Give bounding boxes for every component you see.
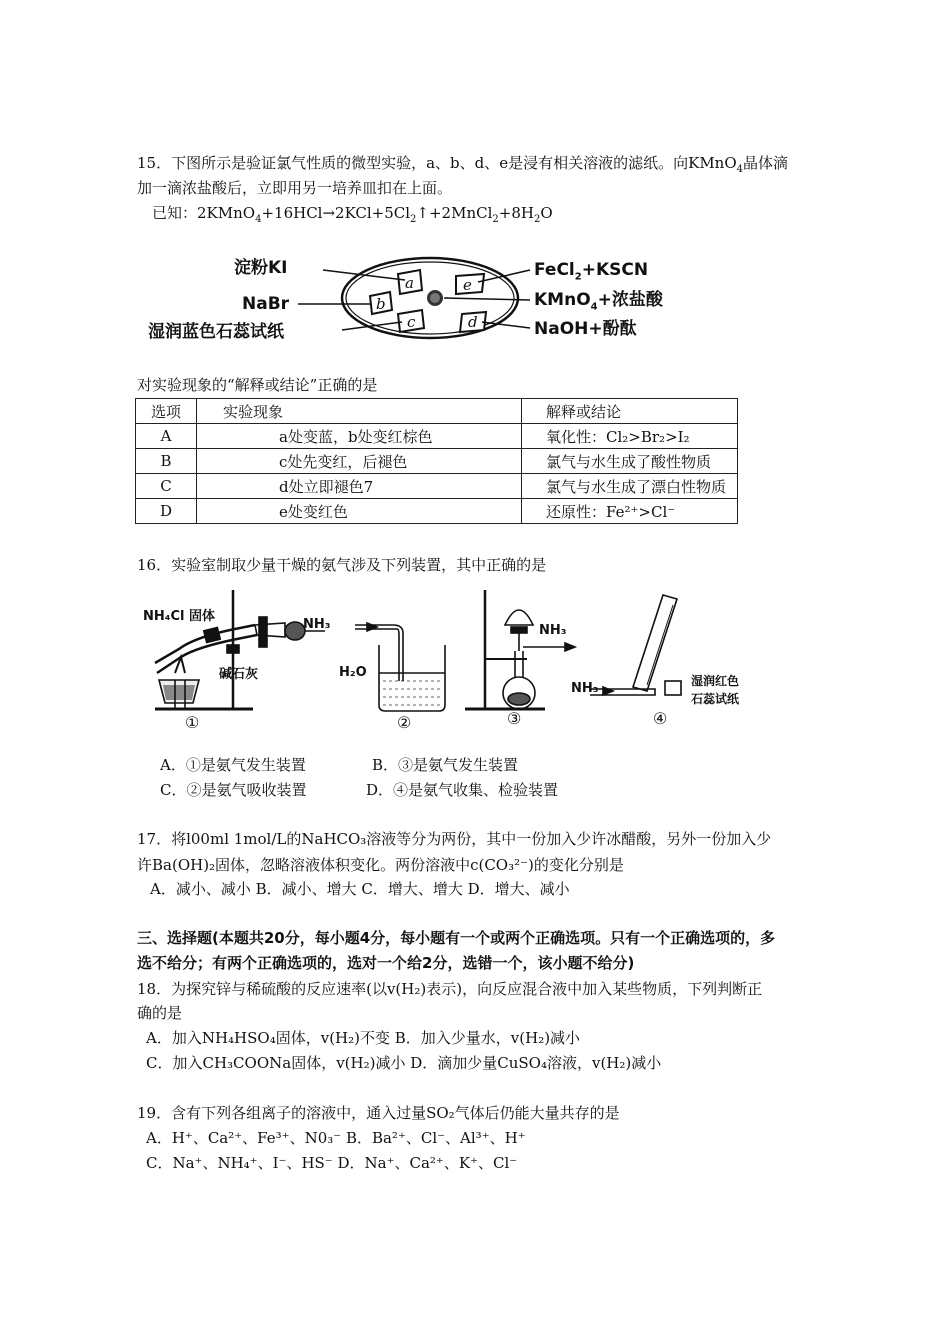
label-fecl2-kscn: FeCl$_2$+KSCN — [534, 260, 649, 283]
label-red-litmus-2: 石蕊试纸 — [691, 692, 740, 706]
q16-stem: 16．实验室制取少量干燥的氨气涉及下列装置，其中正确的是 — [137, 556, 547, 574]
table-row — [136, 474, 738, 499]
label-blue-litmus: 湿润蓝色石蕊试纸 — [148, 322, 284, 342]
row-conclusion: 氧化性：Cl₂>Br₂>I₂ — [522, 424, 738, 449]
label-starch-ki: 淀粉KI — [234, 258, 288, 278]
label-num-3: ③ — [507, 709, 522, 728]
row-option: D — [136, 499, 197, 524]
row-option: C — [136, 474, 197, 499]
q16-option-a: A．①是氨气发生装置 — [160, 756, 306, 774]
label-num-1: ① — [185, 713, 200, 732]
row-phenomenon: c处先变红，后褪色 — [197, 449, 522, 474]
q17-line1: 17．将l00ml 1mol/L的NaHCO₃溶液等分为两份，其中一份加入少许冰醋酸，另外一份加入少 — [137, 830, 772, 848]
apparatus-figure — [135, 585, 765, 735]
row-conclusion: 还原性：Fe²⁺>Cl⁻ — [522, 499, 738, 524]
svg-text:d: d — [468, 313, 478, 331]
q15-table-intro: 对实验现象的“解释或结论”正确的是 — [137, 376, 378, 394]
label-h2o: H₂O — [339, 665, 367, 680]
q19-stem: 19．含有下列各组离子的溶液中，通入过量SO₂气体后仍能大量共存的是 — [137, 1104, 620, 1122]
q19-options-cd: C．Na⁺、NH₄⁺、I⁻、HS⁻ D．Na⁺、Ca²⁺、K⁺、Cl⁻ — [146, 1154, 518, 1172]
label-num-2: ② — [397, 713, 412, 732]
table-row — [136, 449, 738, 474]
svg-text:e: e — [463, 276, 472, 294]
header-conclusion: 解释或结论 — [522, 399, 738, 424]
label-num-4: ④ — [653, 709, 668, 728]
svg-text:c: c — [407, 313, 416, 331]
label-nh3-3: NH₃ — [539, 623, 567, 638]
row-phenomenon: e处变红色 — [197, 499, 522, 524]
label-nh3-2: NH₃ — [303, 617, 331, 632]
row-phenomenon: d处立即褪色7 — [197, 474, 522, 499]
section3-line1: 三、选择题(本题共20分，每小题4分，每小题有一个或两个正确选项。只有一个正确选项的，多 — [137, 929, 776, 947]
row-conclusion: 氯气与水生成了酸性物质 — [522, 449, 738, 474]
q16-option-b: B．③是氨气发生装置 — [372, 756, 519, 774]
q15-table — [135, 398, 738, 524]
header-phenomenon: 实验现象 — [197, 399, 522, 424]
q18-line2: 确的是 — [137, 1004, 183, 1022]
q17-options: A．减小、减小 B．减小、增大 C．增大、增大 D．增大、减小 — [150, 880, 570, 898]
label-nh4cl-solid: NH₄Cl 固体 — [143, 609, 215, 624]
table-row — [136, 424, 738, 449]
q18-line1: 18．为探究锌与稀硫酸的反应速率(以v(H₂)表示)，向反应混合液中加入某些物质，下列判断正 — [137, 980, 763, 998]
label-kmno4-hcl: KMnO$_4$+浓盐酸 — [534, 290, 663, 313]
q16-option-c: C．②是氨气吸收装置 — [160, 781, 307, 799]
label-nh3-4: NH₃ — [571, 681, 599, 696]
section3-line2: 选不给分；有两个正确选项的，选对一个给2分，选错一个，该小题不给分) — [137, 954, 635, 972]
table-row — [136, 499, 738, 524]
q15-line1: 15．下图所示是验证氯气性质的微型实验，a、b、d、e是浸有相关溶液的滤纸。向KMnO$_4$晶体滴 — [137, 154, 789, 175]
table-header-row — [136, 399, 738, 424]
header-option: 选项 — [136, 399, 197, 424]
petri-dish-figure — [148, 248, 670, 348]
row-option: B — [136, 449, 197, 474]
q19-options-ab: A．H⁺、Ca²⁺、Fe³⁺、N0₃⁻ B．Ba²⁺、Cl⁻、Al³⁺、H⁺ — [146, 1129, 526, 1147]
label-naoh-phenol: NaOH+酚酞 — [534, 319, 637, 339]
q15-line2: 加一滴浓盐酸后，立即用另一培养皿扣在上面。 — [137, 179, 453, 197]
q18-options-ab: A．加入NH₄HSO₄固体，v(H₂)不变 B．加入少量水，v(H₂)减小 — [146, 1029, 581, 1047]
q18-options-cd: C．加入CH₃COONa固体，v(H₂)减小 D．滴加少量CuSO₄溶液，v(H₂)减小 — [146, 1054, 662, 1072]
row-phenomenon: a处变蓝，b处变红棕色 — [197, 424, 522, 449]
q15-known: 已知：$2KMnO_4+16HCl\to 2KCl+5Cl_2↑+2MnCl_2+8H_2O$ — [152, 204, 553, 225]
svg-text:a: a — [405, 274, 414, 292]
q16-option-d: D．④是氨气收集、检验装置 — [366, 781, 559, 799]
label-red-litmus-1: 湿润红色 — [691, 674, 740, 688]
q17-line2: 许Ba(OH)₂固体，忽略溶液体积变化。两份溶液中c(CO₃²⁻)的变化分别是 — [137, 856, 624, 874]
row-conclusion: 氯气与水生成了漂白性物质 — [522, 474, 738, 499]
label-nabr: NaBr — [242, 294, 290, 314]
row-option: A — [136, 424, 197, 449]
svg-text:b: b — [376, 295, 386, 313]
label-soda-lime: 碱石灰 — [219, 667, 259, 682]
